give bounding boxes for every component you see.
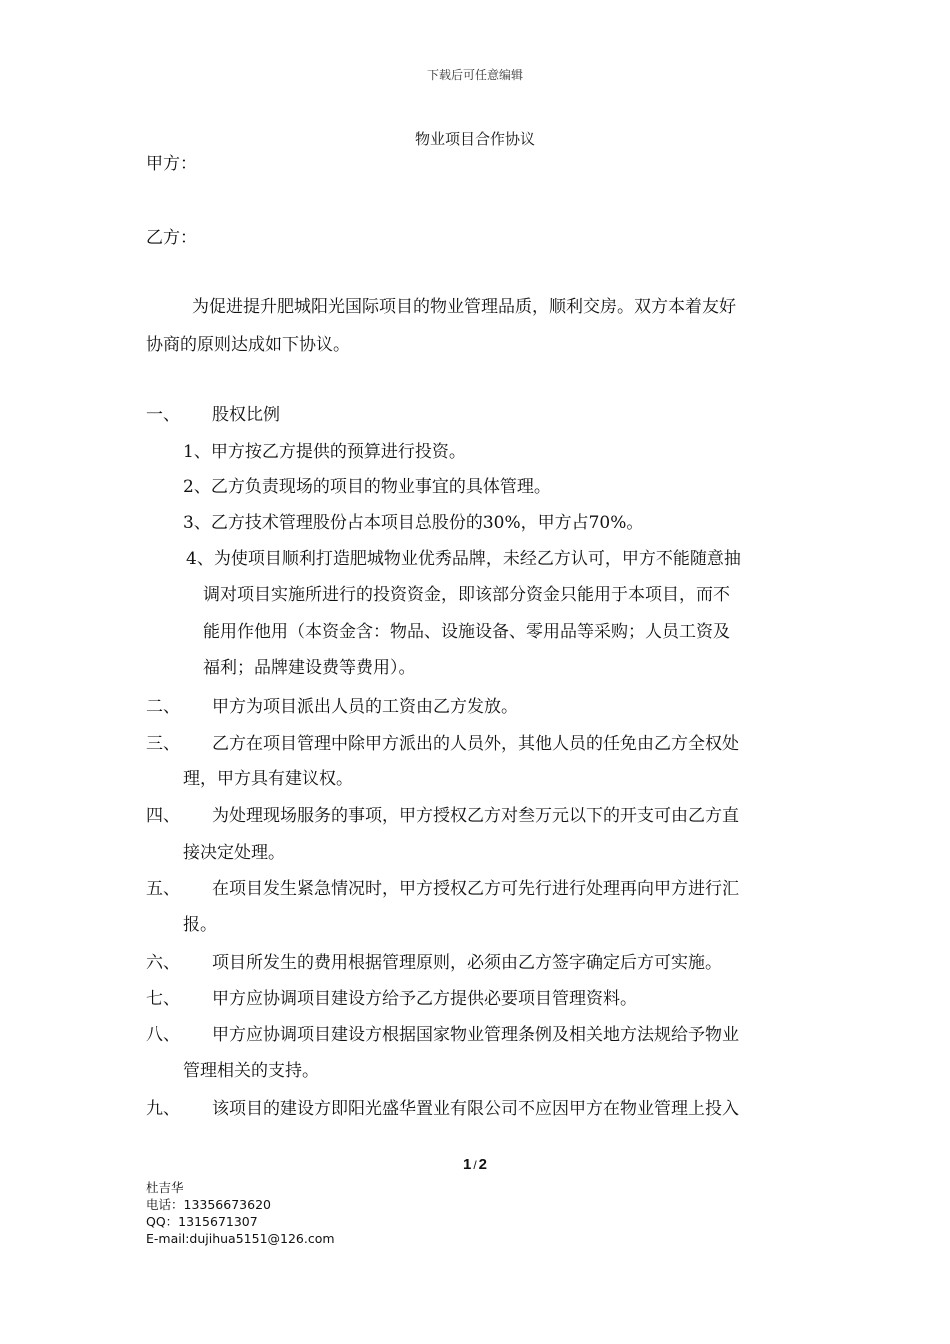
sub-item-continuation: 调对项目实施所进行的投资资金，即该部分资金只能用于本项目，而不 (203, 585, 730, 605)
contact-qq: QQ：1315671307 (146, 1214, 258, 1229)
party-b-label: 乙方： (146, 228, 197, 248)
document-title: 物业项目合作协议 (414, 130, 535, 148)
sub-item: 1、甲方按乙方提供的预算进行投资。 (183, 442, 466, 462)
party-a-label: 甲方： (146, 154, 197, 174)
section-number: 五、 (146, 879, 180, 899)
sub-item: 2、乙方负责现场的项目的物业事宜的具体管理。 (183, 477, 551, 497)
section-text-continuation: 报。 (183, 915, 217, 935)
section-number: 一、 (146, 405, 180, 425)
page-current: 1 (462, 1156, 472, 1173)
section-text: 股权比例 (212, 405, 280, 425)
contact-email: E-mail:dujihua5151@126.com (146, 1231, 335, 1246)
sub-item: 4、为使项目顺利打造肥城物业优秀品牌，未经乙方认可，甲方不能随意抽 (186, 549, 741, 569)
section-text-continuation: 接决定处理。 (183, 843, 285, 863)
preamble-line: 协商的原则达成如下协议。 (146, 335, 350, 355)
section-text: 在项目发生紧急情况时，甲方授权乙方可先行进行处理再向甲方进行汇 (212, 879, 739, 899)
section-text: 乙方在项目管理中除甲方派出的人员外，其他人员的任免由乙方全权处 (212, 734, 739, 754)
sub-item-continuation: 能用作他用（本资金含：物品、设施设备、零用品等采购；人员工资及 (203, 622, 730, 642)
section-text-continuation: 理，甲方具有建议权。 (183, 769, 353, 789)
page-separator: / (473, 1158, 477, 1172)
section-text: 为处理现场服务的事项，甲方授权乙方对叁万元以下的开支可由乙方直 (212, 806, 739, 826)
sub-item: 3、乙方技术管理股份占本项目总股份的30%，甲方占70%。 (183, 513, 644, 533)
section-number: 七、 (146, 989, 180, 1009)
page-number (0, 1156, 950, 1173)
section-text: 甲方应协调项目建设方给予乙方提供必要项目管理资料。 (212, 989, 637, 1009)
page-total: 2 (478, 1156, 488, 1173)
section-text: 项目所发生的费用根据管理原则，必须由乙方签字确定后方可实施。 (212, 953, 722, 973)
header-note: 下载后可任意编辑 (426, 68, 523, 82)
contact-phone: 电话：13356673620 (146, 1197, 271, 1212)
section-number: 八、 (146, 1025, 180, 1045)
preamble-line: 为促进提升肥城阳光国际项目的物业管理品质，顺利交房。双方本着友好 (192, 297, 736, 317)
section-number: 三、 (146, 734, 180, 754)
sub-item-continuation: 福利；品牌建设费等费用）。 (203, 658, 416, 678)
section-text-continuation: 管理相关的支持。 (183, 1061, 319, 1081)
section-text: 该项目的建设方即阳光盛华置业有限公司不应因甲方在物业管理上投入 (212, 1099, 739, 1119)
section-text: 甲方为项目派出人员的工资由乙方发放。 (212, 697, 518, 717)
section-number: 四、 (146, 806, 180, 826)
contact-name: 杜吉华 (146, 1180, 184, 1195)
section-number: 六、 (146, 953, 180, 973)
section-number: 二、 (146, 697, 180, 717)
section-number: 九、 (146, 1099, 180, 1119)
section-text: 甲方应协调项目建设方根据国家物业管理条例及相关地方法规给予物业 (212, 1025, 739, 1045)
